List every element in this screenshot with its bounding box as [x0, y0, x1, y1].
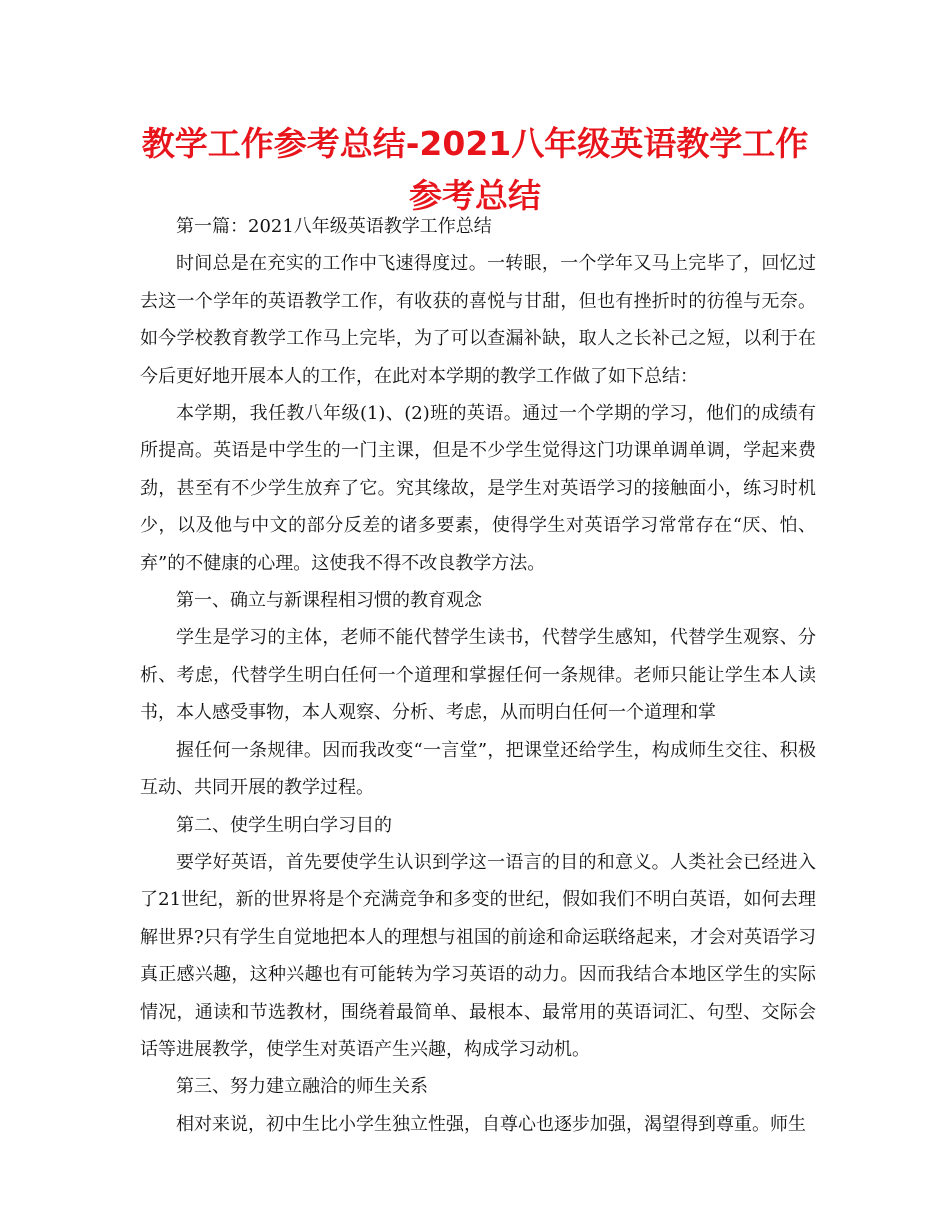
paragraph: 时间总是在充实的工作中飞速得度过。一转眼，一个学年又马上完毕了，回忆过去这一个学年的英语教学工作，有收获的喜悦与甘甜，但也有挫折时的彷徨与无奈。如今学校教育教学工作马上完毕，为了可以查漏补缺，取人之长补己之短，以利于在今后更好地开展本人的工作，在此对本学期的教学工作做了如下总结： [140, 253, 816, 387]
paragraph: 本学期，我任教八年级(1)、(2)班的英语。通过一个学期的学习，他们的成绩有所提高。英语是中学生的一门主课，但是不少学生觉得这门功课单调单调，学起来费劲，甚至有不少学生放弃了它。究其缘故，是学生对英语学习的接触面小，练习时机少，以及他与中文的部分反差的诸多要素，使得学生对英语学习常常存在“厌、怕、弃”的不健康的心理。这使我不得不改良教学方法。 [140, 403, 816, 574]
paragraph-section-heading: 第一、确立与新课程相习惯的教育观念 [176, 590, 482, 612]
paragraph: 相对来说，初中生比小学生独立性强，自尊心也逐步加强，渴望得到尊重。师生 [176, 1113, 806, 1135]
paragraph-section-heading: 第一篇：2021八年级英语教学工作总结 [176, 216, 492, 237]
document-title: 教学工作参考总结-2021八年级英语教学工作参考总结 [141, 124, 809, 215]
paragraph-section-heading: 第三、努力建立融洽的师生关系 [176, 1076, 428, 1098]
paragraph: 要学好英语，首先要使学生认识到学这一语言的目的和意义。人类社会已经进入了21世纪，新的世界将是个充满竞争和多变的世纪，假如我们不明白英语，如何去理解世界?只有学生自觉地把本人的理想与祖国的前途和命运联络起来，才会对英语学习真正感兴趣，这种兴趣也有可能转为学习英语的动力。因而我结合本地区学生的实际情况，通读和节选教材，围绕着最简单、最根本、最常用的英语词汇、句型、交际会话等进展教学，使学生对英语产生兴趣，构成学习动机。 [140, 851, 816, 1060]
paragraph: 学生是学习的主体，老师不能代替学生读书，代替学生感知，代替学生观察、分析、考虑，代替学生明白任何一个道理和掌握任何一条规律。老师只能让学生本人读书，本人感受事物，本人观察、分析、考虑，从而明白任何一个道理和掌 [140, 627, 816, 724]
document-body [140, 208, 816, 1143]
paragraph: 握任何一条规律。因而我改变“一言堂”，把课堂还给学生，构成师生交往、积极互动、共同开展的教学过程。 [140, 739, 816, 799]
paragraph-section-heading: 第二、使学生明白学习目的 [176, 814, 392, 836]
